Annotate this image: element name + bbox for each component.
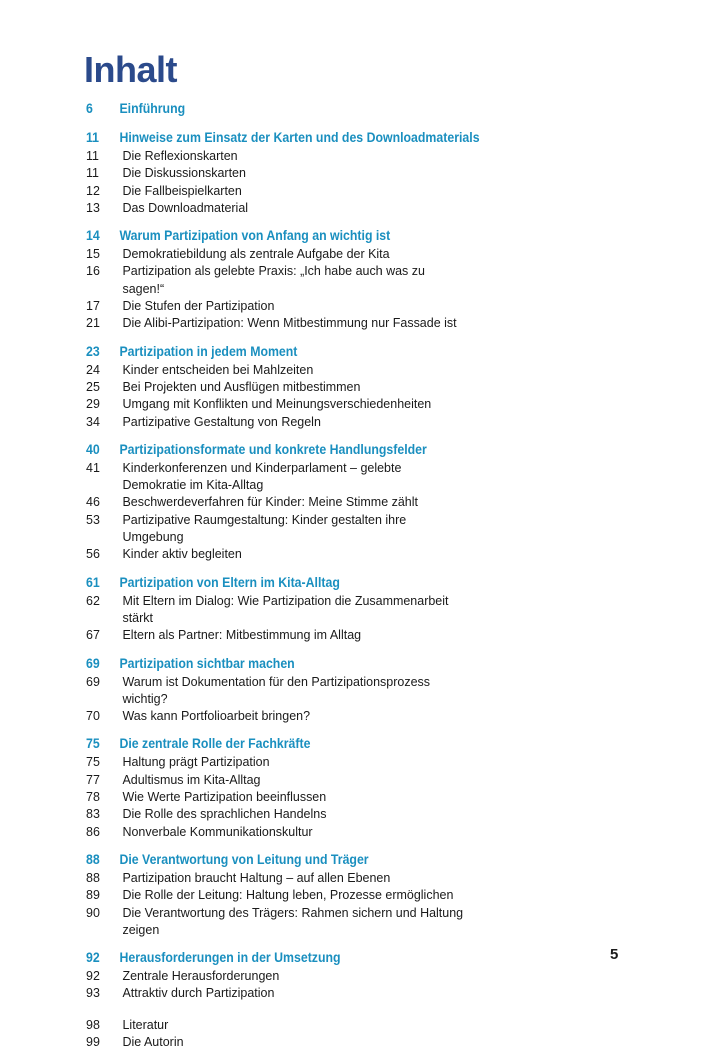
toc-entry-title: Attraktiv durch Partizipation: [122, 985, 275, 1001]
toc-entry: [86, 545, 662, 562]
toc-entry: [86, 967, 662, 984]
toc-entry: [86, 182, 662, 199]
chapter-heading-page: 11: [86, 129, 100, 145]
toc-entry: [86, 511, 662, 546]
toc-entry-page: 98: [86, 1016, 100, 1032]
toc-entry-page: 34: [86, 413, 100, 429]
chapter-heading-page: 61: [86, 573, 100, 590]
chapter-heading: [86, 573, 614, 592]
toc-chapter: [86, 573, 686, 644]
toc-entry-title: Die Stufen der Partizipation: [122, 298, 275, 314]
chapter-heading-title: Warum Partizipation von Anfang an wichtig ist: [119, 227, 391, 244]
toc-entry-page: 11: [86, 148, 99, 163]
chapter-heading: [86, 440, 614, 459]
toc-entry: [86, 147, 662, 164]
toc-entry-title: Warum ist Dokumentation für den Partizipationsprozess wichtig?: [122, 673, 430, 706]
toc-entry: [86, 395, 662, 412]
toc-chapter: [86, 654, 686, 725]
toc-entry-page: 46: [86, 494, 100, 510]
chapter-heading-title: Partizipationsformate und konkrete Handlungsfelder: [119, 440, 427, 457]
toc-entry-page: 93: [86, 985, 100, 1001]
toc-entry-page: 77: [86, 771, 100, 787]
toc-entry: [86, 984, 662, 1001]
chapter-heading-page: 23: [86, 342, 100, 359]
toc-entry: [86, 886, 662, 903]
chapter-heading-title: Partizipation von Eltern im Kita-Alltag: [119, 573, 340, 590]
toc-entry-page: 13: [86, 199, 100, 215]
toc-entry: [86, 245, 662, 262]
toc-entry-title: Wie Werte Partizipation beeinflussen: [122, 789, 327, 805]
toc-entry: [86, 788, 662, 805]
toc-entry-page: 88: [86, 869, 100, 885]
toc-entry-title: Mit Eltern im Dialog: Wie Partizipation die Zusammenarbeit stärkt: [122, 592, 449, 625]
chapter-heading-title: Die zentrale Rolle der Fachkräfte: [119, 735, 311, 752]
toc-entry: [86, 361, 662, 378]
toc-entry-title: Die Autorin: [122, 1033, 184, 1049]
toc-entry-page: 86: [86, 823, 100, 839]
toc-entry: [86, 164, 662, 181]
toc-entry-page: 89: [86, 887, 100, 903]
chapter-heading-page: 6: [86, 100, 93, 116]
toc-entry-page: 92: [86, 968, 100, 984]
toc-entry: [86, 707, 662, 724]
toc-chapter: [86, 99, 686, 118]
toc-entry-title: Die Rolle des sprachlichen Handelns: [122, 806, 327, 822]
toc-chapter: [86, 734, 686, 839]
toc-entry-page: 90: [86, 904, 100, 920]
page-number: 5: [610, 946, 619, 963]
toc-entry-title: Literatur: [122, 1016, 169, 1032]
toc-entry: [86, 823, 662, 840]
toc-entry-title: Die Alibi-Partizipation: Wenn Mitbestimmung nur Fassade ist: [122, 315, 457, 331]
toc-entry-title: Adultismus im Kita-Alltag: [122, 771, 261, 787]
chapter-heading-page: 14: [86, 227, 100, 244]
toc-entry-page: 24: [86, 361, 100, 377]
table-of-contents: [86, 99, 686, 1050]
toc-entry-page: 70: [86, 708, 100, 724]
toc-entry-page: 11: [86, 165, 99, 181]
toc-entry-title: Partizipative Raumgestaltung: Kinder gestalten ihre Umgebung: [122, 511, 407, 545]
page-title: Inhalt: [84, 49, 177, 90]
toc-entry-page: 99: [86, 1033, 100, 1049]
chapter-heading-title: Partizipation sichtbar machen: [119, 654, 295, 671]
chapter-heading-page: 88: [86, 850, 100, 867]
toc-entry-title: Kinder aktiv begleiten: [122, 546, 242, 562]
toc-entry-title: Partizipation als gelebte Praxis: „Ich habe auch was zu sagen!“: [122, 263, 425, 296]
toc-entry-page: 67: [86, 627, 100, 643]
toc-entry-page: 78: [86, 789, 100, 805]
toc-entry: [86, 626, 662, 643]
toc-entry-title: Die Fallbeispielkarten: [122, 182, 242, 198]
toc-entry: [86, 378, 662, 395]
chapter-heading-page: 92: [86, 949, 100, 966]
toc-entry: [86, 493, 662, 510]
toc-entry-title: Umgang mit Konflikten und Meinungsverschiedenheiten: [122, 396, 432, 412]
toc-entry: [86, 904, 662, 939]
toc-entry-title: Eltern als Partner: Mitbestimmung im Alltag: [122, 627, 362, 643]
toc-entry-title: Kinderkonferenzen und Kinderparlament – gelebte Demokratie im Kita-Alltag: [122, 459, 402, 493]
toc-entry-title: Bei Projekten und Ausflügen mitbestimmen: [122, 378, 361, 394]
toc-entry: [86, 413, 662, 430]
toc-chapter: [86, 226, 686, 331]
toc-entry: [86, 459, 662, 494]
chapter-heading: [86, 850, 614, 869]
toc-entry-page: 21: [86, 315, 100, 331]
toc-chapter: [86, 850, 686, 938]
toc-chapter: [86, 128, 686, 216]
toc-entry-page: 41: [86, 459, 100, 475]
chapter-heading-page: 40: [86, 440, 100, 457]
toc-entry-page: 83: [86, 806, 100, 822]
toc-entry: [86, 753, 662, 770]
toc-entry: [86, 673, 662, 708]
chapter-heading: [86, 948, 614, 967]
toc-entry-page: 53: [86, 511, 100, 527]
toc-entry: [86, 1016, 662, 1033]
toc-entry-title: Die Rolle der Leitung: Haltung leben, Prozesse ermöglichen: [122, 887, 454, 903]
toc-entry: [86, 592, 662, 627]
toc-entry: [86, 262, 662, 297]
toc-entry-title: Die Diskussionskarten: [122, 165, 246, 181]
toc-entry-page: 17: [86, 298, 100, 314]
toc-entry-page: 15: [86, 246, 100, 262]
toc-chapter: [86, 948, 686, 1002]
chapter-heading: [86, 128, 614, 147]
toc-entry-title: Partizipation braucht Haltung – auf allen Ebenen: [122, 869, 391, 885]
chapter-heading-page: 69: [86, 654, 100, 671]
toc-entry-page: 25: [86, 378, 100, 394]
chapter-heading: [86, 99, 614, 118]
toc-entry-title: Das Downloadmaterial: [122, 199, 249, 215]
toc-entry-page: 56: [86, 546, 100, 562]
toc-entry-title: Die Verantwortung des Trägers: Rahmen sichern und Haltung zeigen: [122, 904, 464, 937]
toc-entry: [86, 314, 662, 331]
chapter-heading: [86, 342, 614, 361]
toc-entry-title: Partizipative Gestaltung von Regeln: [122, 413, 321, 429]
toc-entry-title: Zentrale Herausforderungen: [122, 968, 280, 984]
toc-entry-page: 16: [86, 263, 100, 279]
toc-entry-page: 62: [86, 592, 100, 608]
toc-entry-page: 12: [86, 182, 100, 198]
toc-entry-title: Die Reflexionskarten: [122, 148, 238, 163]
toc-entry-title: Haltung prägt Partizipation: [122, 754, 270, 770]
toc-entry-title: Beschwerdeverfahren für Kinder: Meine Stimme zählt: [122, 494, 418, 510]
toc-chapter: [86, 440, 686, 563]
toc-entry: [86, 805, 662, 822]
toc-entry: [86, 869, 662, 886]
toc-entry: [86, 1033, 662, 1050]
toc-entry-page: 75: [86, 754, 100, 770]
toc-entry: [86, 297, 662, 314]
chapter-heading-title: Hinweise zum Einsatz der Karten und des Downloadmaterials: [119, 129, 480, 145]
toc-entry-title: Nonverbale Kommunikationskultur: [122, 823, 313, 839]
toc-chapter: [86, 342, 686, 430]
toc-back-matter: [86, 1016, 686, 1050]
toc-entry-title: Kinder entscheiden bei Mahlzeiten: [122, 361, 314, 377]
toc-entry-title: Demokratiebildung als zentrale Aufgabe der Kita: [122, 246, 390, 262]
toc-entry-page: 69: [86, 673, 100, 689]
chapter-heading-title: Einführung: [119, 100, 186, 116]
chapter-heading-title: Herausforderungen in der Umsetzung: [119, 949, 341, 966]
chapter-heading: [86, 734, 614, 753]
chapter-heading: [86, 654, 614, 673]
toc-entry: [86, 771, 662, 788]
chapter-heading-page: 75: [86, 735, 100, 752]
chapter-heading: [86, 226, 614, 245]
toc-entry-title: Was kann Portfolioarbeit bringen?: [122, 708, 311, 724]
chapter-heading-title: Die Verantwortung von Leitung und Träger: [119, 850, 369, 867]
toc-entry-page: 29: [86, 396, 100, 412]
chapter-heading-title: Partizipation in jedem Moment: [119, 342, 298, 359]
toc-entry: [86, 199, 662, 216]
